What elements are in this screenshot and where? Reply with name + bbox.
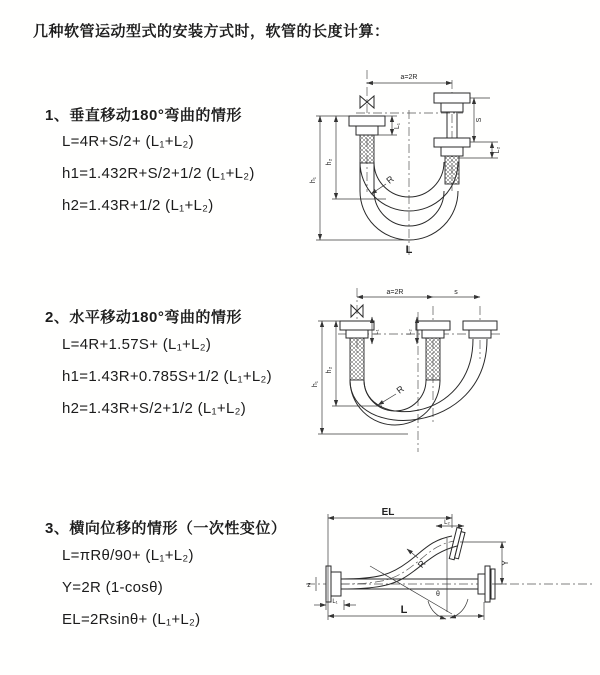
dimension-a2r xyxy=(367,74,452,83)
diagram-lateral-displacement xyxy=(300,504,600,656)
formula-line: h1=1.43R+0.785S+1/2 (L₁+L₂) xyxy=(62,368,272,385)
section-heading: 2、水平移动180°弯曲的情形 xyxy=(45,309,242,326)
dimension-s xyxy=(470,98,498,142)
radius-label: R xyxy=(394,383,406,396)
dim-label-l1: L₁ xyxy=(394,122,401,130)
formula-line: EL=2Rsinθ+ (L₁+L₂) xyxy=(62,611,201,628)
section-heading: 1、垂直移动180°弯曲的情形 xyxy=(45,107,242,124)
angle-label: θ xyxy=(436,591,440,598)
left-pipe-fitting xyxy=(349,116,385,163)
upper-flange xyxy=(449,528,465,561)
diagram-horizontal-bend xyxy=(310,284,598,456)
radius-label: R xyxy=(415,558,428,570)
radius-callout xyxy=(407,549,428,570)
formula-line: Y=2R (1-cosθ) xyxy=(62,579,164,596)
dimension-l2 xyxy=(436,520,464,526)
dim-label-h1: h₁ xyxy=(312,380,319,388)
formula-line: h1=1.432R+S/2+1/2 (L₁+L₂) xyxy=(62,165,255,182)
dimension-l1 xyxy=(314,599,356,610)
section-heading: 3、横向位移的情形（一次性变位） xyxy=(45,520,287,537)
radius-callout xyxy=(378,383,406,405)
dim-label-s: s xyxy=(454,289,458,296)
dim-label-a2r: a=2R xyxy=(400,74,418,81)
formula-line: L=πRθ/90+ (L₁+L₂) xyxy=(62,547,194,564)
formula-line: L=4R+S/2+ (L₁+L₂) xyxy=(62,133,194,150)
dim-label-el: EL xyxy=(381,507,395,518)
formula-line: L=4R+1.57S+ (L₁+L₂) xyxy=(62,336,212,353)
dim-label-l: L xyxy=(405,244,413,256)
diagram-vertical-bend xyxy=(306,66,592,262)
dimension-a2r xyxy=(357,289,433,297)
right-pipe-fitting xyxy=(434,93,470,184)
dim-label-l1: L₁ xyxy=(374,329,380,335)
formula-line: h2=1.43R+1/2 (L₁+L₂) xyxy=(62,197,214,214)
dim-label-h2: h₂ xyxy=(326,158,333,166)
dim-label-l2: L₂ xyxy=(444,520,450,526)
radius-label: R xyxy=(384,173,396,186)
dim-label-s: S xyxy=(476,117,483,123)
dimension-s xyxy=(433,289,480,297)
dim-label-h1: h₁ xyxy=(310,176,317,184)
axis-label: z xyxy=(307,582,311,589)
dim-label-a2r: a=2R xyxy=(386,289,404,296)
dim-label-l1: L₁ xyxy=(332,599,338,605)
s-curve-hose xyxy=(341,536,457,589)
hose-bend xyxy=(350,339,487,425)
center-lines xyxy=(306,541,592,584)
dim-label-h2: h₂ xyxy=(326,366,333,374)
dim-label-l: L xyxy=(400,604,408,616)
dim-label-l2: L₂ xyxy=(494,146,501,154)
radius-callout xyxy=(371,173,396,194)
formula-line: h2=1.43R+S/2+1/2 (L₁+L₂) xyxy=(62,400,247,417)
dim-label-l2: L₂ xyxy=(407,329,413,335)
page-title: 几种软管运动型式的安装方式时，软管的长度计算： xyxy=(33,23,390,40)
pipe-flanges xyxy=(340,321,497,380)
dim-label-y: Y xyxy=(501,560,510,566)
